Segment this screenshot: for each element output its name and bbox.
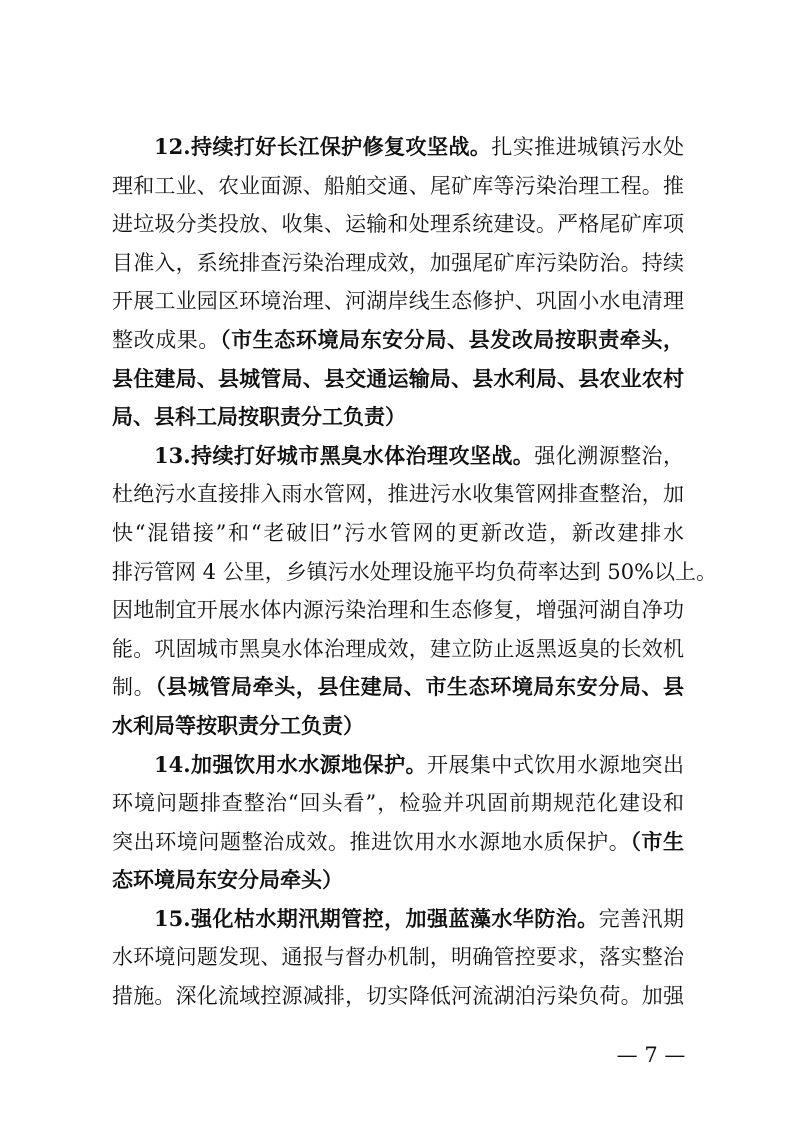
bold-text: 14.加强饮用水水源地保护。: [154, 751, 427, 777]
text-line: [112, 360, 684, 399]
bold-text: 县住建局、县城管局、县交通运输局、县水利局、县农业农村: [112, 365, 684, 391]
body-text: 制。: [112, 675, 156, 700]
text-line: [112, 205, 684, 244]
body-text: 强化溯源整治，: [534, 443, 684, 468]
text-line: [112, 707, 684, 746]
bold-text: （市生: [630, 828, 685, 854]
text-line: [112, 475, 684, 514]
text-line: [112, 977, 684, 1016]
text-line: [112, 244, 684, 283]
document-body: [112, 128, 718, 1016]
bold-text: （县城管局牵头，县住建局、市生态环境局东安分局、县: [155, 674, 685, 700]
text-line: [112, 668, 684, 707]
text-line: [112, 900, 684, 939]
body-text: 开展集中式饮用水源地突出: [427, 752, 684, 777]
body-text: 能。巩固城市黑臭水体治理成效，建立防止返黑返臭的长效机: [112, 636, 684, 661]
body-text: 水环境问题发现、通报与督办机制，明确管控要求，落实整治: [112, 945, 684, 970]
body-text: 进垃圾分类投放、收集、运输和处理系统建设。严格尾矿库项: [112, 212, 684, 237]
text-line: [112, 784, 684, 823]
body-text: 理和工业、农业面源、船舶交通、尾矿库等污染治理工程。推: [112, 173, 684, 198]
bold-text: （市生态环境局东安分局、县发改局按职责牵头，: [219, 326, 685, 352]
text-line: [112, 128, 684, 167]
bold-text: 态环境局东安分局牵头）: [112, 867, 343, 893]
bold-text: 水利局等按职责分工负责）: [112, 712, 364, 738]
text-line: [112, 630, 684, 669]
body-text: 排污管网 4 公里，乡镇污水处理设施平均负荷率达到 50%以上。: [112, 559, 718, 584]
body-text: 目准入，系统排查污染治理成效，加强尾矿库污染防治。持续: [112, 250, 684, 275]
body-text: 突出环境问题整治成效。推进饮用水水源地水质保护。: [112, 829, 631, 854]
list-item-paragraph: [112, 128, 684, 437]
body-text: 开展工业园区环境治理、河湖岸线生态修护、巩固小水电清理: [112, 289, 684, 314]
body-text: 措施。深化流域控源减排，切实降低河流湖泊污染负荷。加强: [112, 984, 684, 1009]
text-line: [112, 938, 684, 977]
text-line: [112, 437, 684, 476]
page-number: — 7 —: [616, 1043, 686, 1067]
list-item-paragraph: [112, 900, 684, 1016]
body-text: 杜绝污水直接排入雨水管网，推进污水收集管网排查整治，加: [112, 482, 684, 507]
text-line: [112, 282, 684, 321]
text-line: [112, 398, 684, 437]
body-text: 因地制宜开展水体内源污染治理和生态修复，增强河湖自净功: [112, 598, 684, 623]
text-line: [112, 553, 718, 592]
text-line: [112, 514, 684, 553]
body-text: 整改成果。: [112, 327, 220, 352]
bold-text: 15.强化枯水期汛期管控，加强蓝藻水华防治。: [154, 905, 599, 931]
bold-text: 局、县科工局按职责分工负责）: [112, 404, 406, 430]
list-item-paragraph: [112, 746, 684, 900]
body-text: 快“混错接”和“老破旧”污水管网的更新改造，新改建排水: [112, 520, 684, 545]
text-line: [112, 167, 684, 206]
body-text: 完善汛期: [598, 906, 684, 931]
body-text: 环境问题排查整治“回头看”，检验并巩固前期规范化建设和: [112, 791, 684, 816]
text-line: [112, 746, 684, 785]
body-text: 扎实推进城镇污水处: [491, 135, 684, 159]
bold-text: 13.持续打好城市黑臭水体治理攻坚战。: [154, 442, 535, 468]
text-line: [112, 861, 684, 900]
list-item-paragraph: [112, 437, 718, 746]
text-line: [112, 321, 684, 360]
text-line: [112, 823, 684, 862]
text-line: [112, 591, 684, 630]
bold-text: 12.持续打好长江保护修复攻坚战。: [154, 134, 492, 159]
